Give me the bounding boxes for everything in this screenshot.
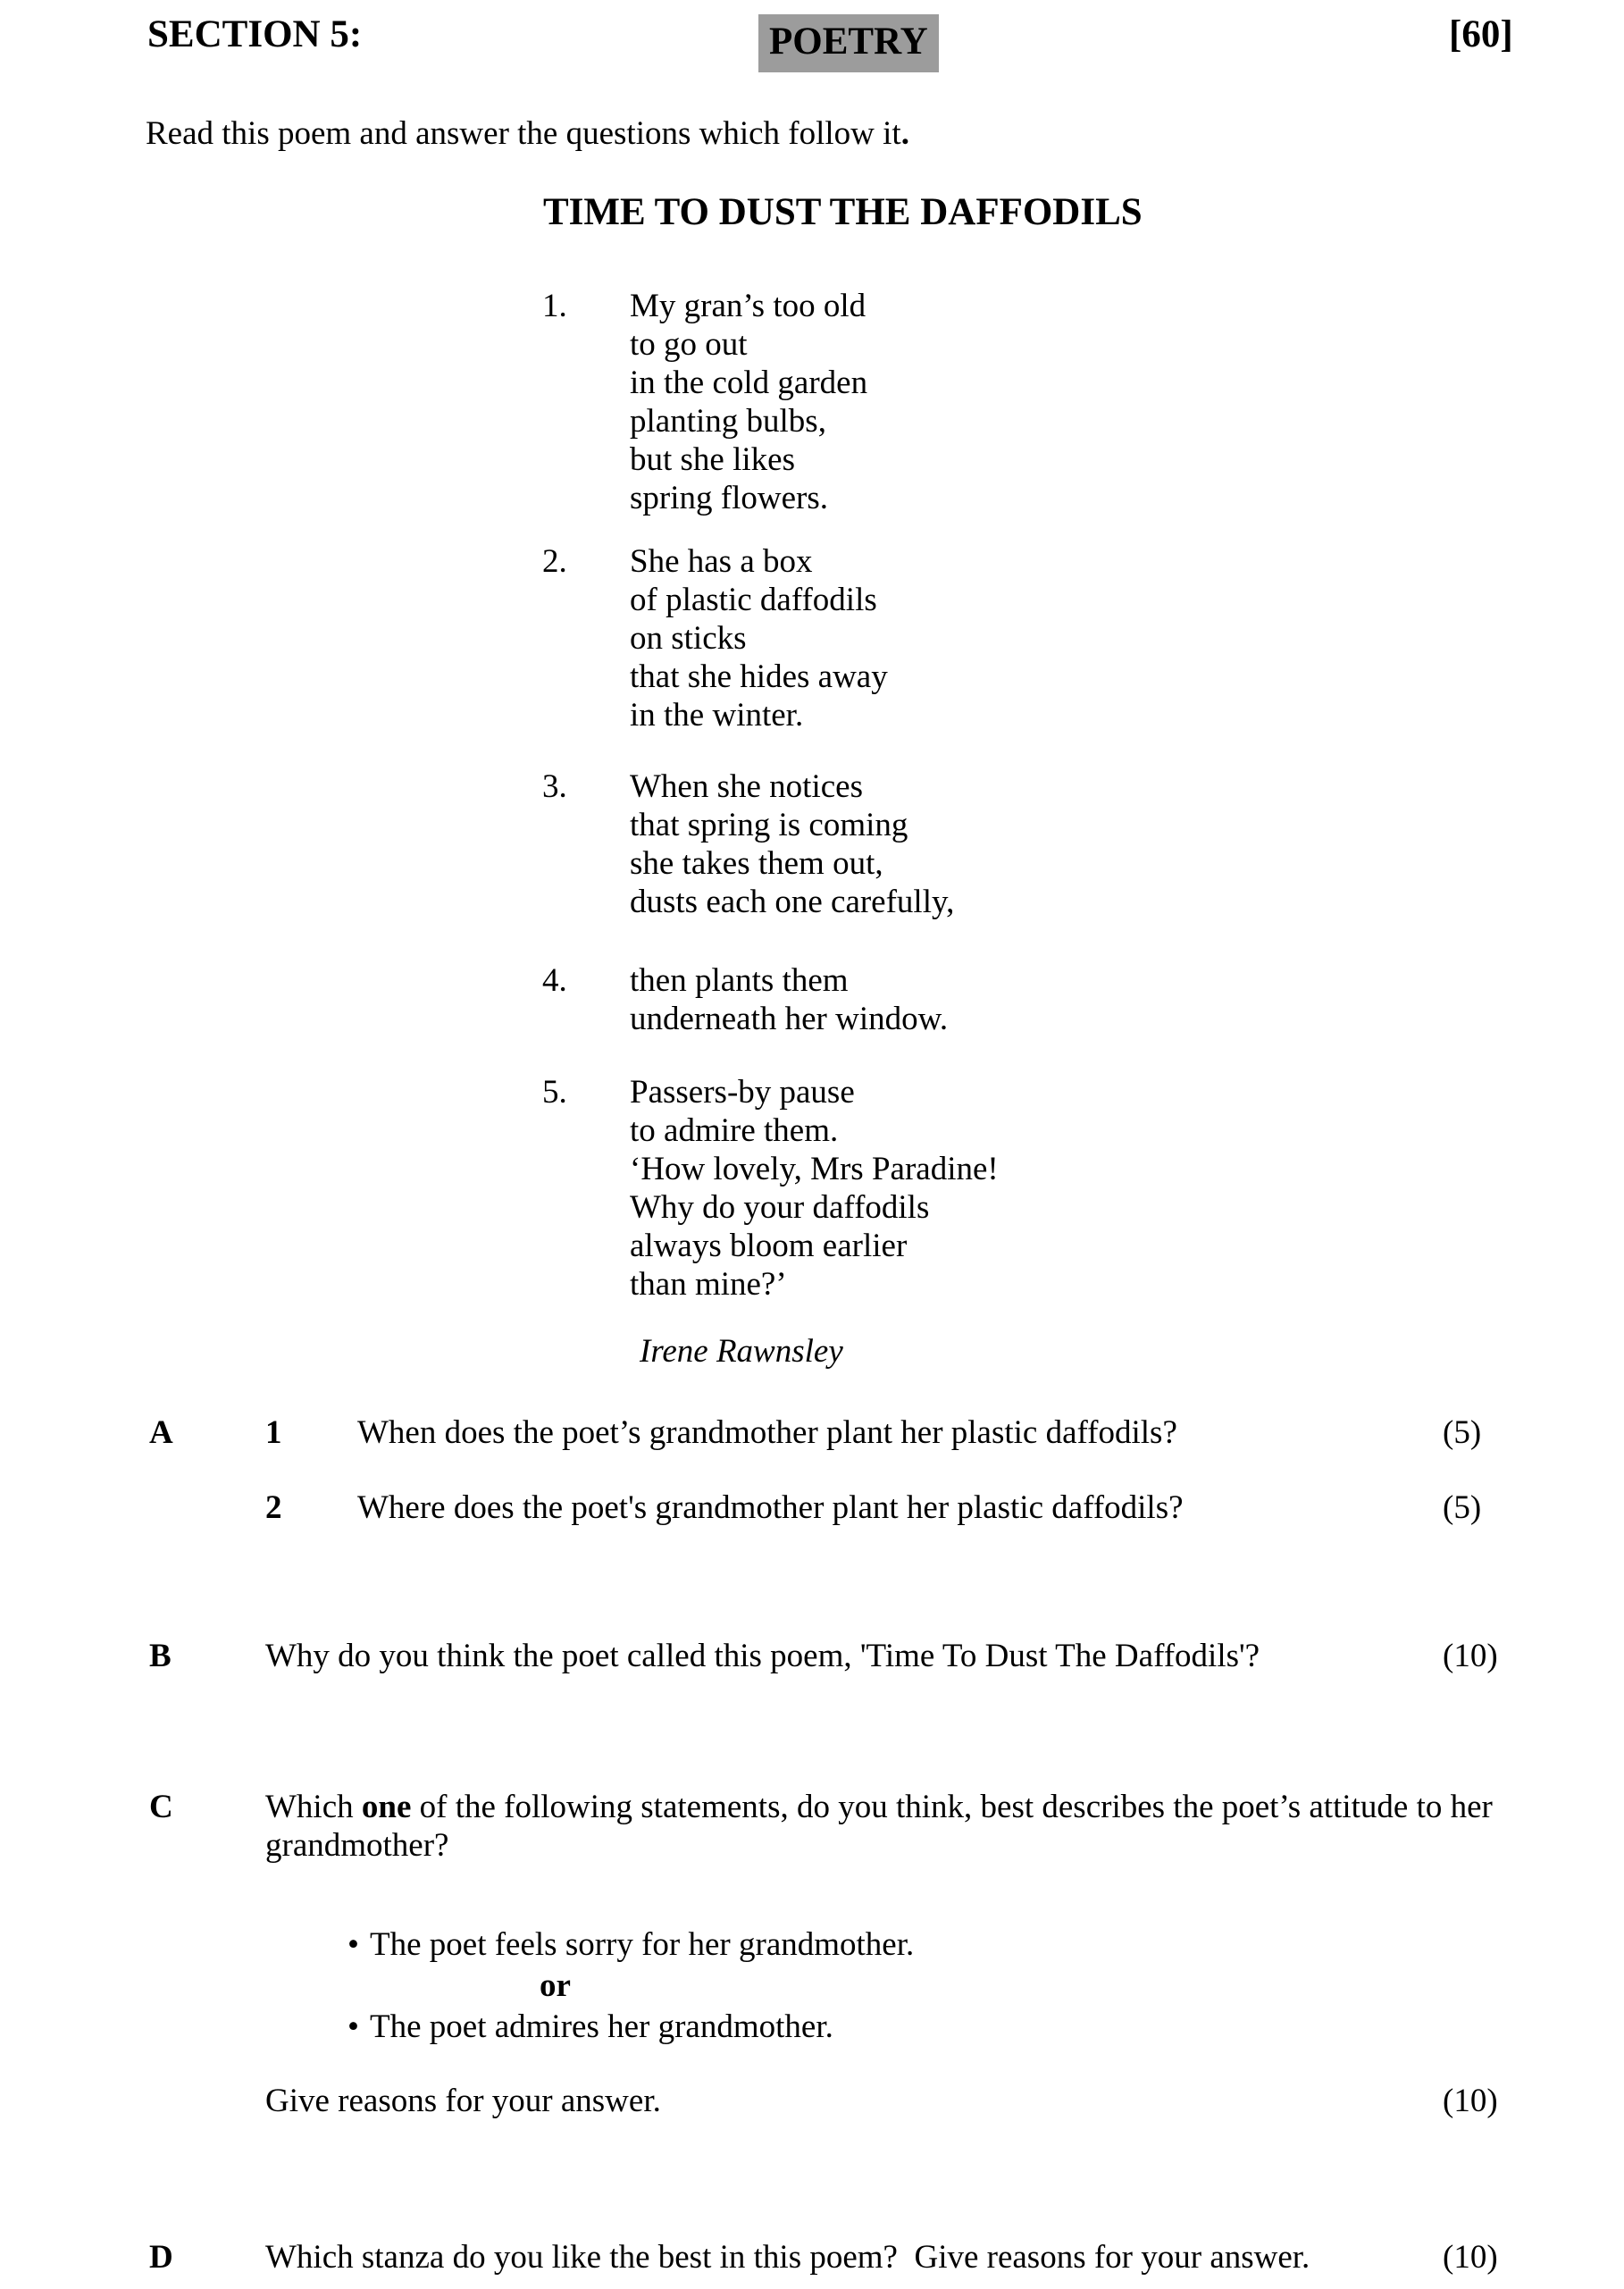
poem-line: She has a box <box>630 543 813 580</box>
question-c-line1 <box>265 1788 1493 1826</box>
option-text-1: The poet feels sorry for her grandmother. <box>370 1926 915 1963</box>
stanza-number: 4. <box>542 962 567 999</box>
question-label-d: D <box>149 2239 173 2276</box>
question-c-line2: grandmother? <box>265 1827 449 1864</box>
poem-line: that spring is coming <box>630 807 908 843</box>
poem-stanza-3 <box>542 767 954 921</box>
poem-line: My gran’s too old <box>630 288 866 324</box>
marks-a2: (5) <box>1443 1489 1482 1526</box>
stanza-number: 3. <box>542 768 567 805</box>
poem-line: of plastic daffodils <box>630 582 877 618</box>
question-c-line1-post: of the following statements, do you think, best describes the poet’s attitude to her <box>411 1789 1493 1825</box>
stanza-number: 1. <box>542 288 567 324</box>
question-c-line1-pre: Which <box>265 1789 362 1825</box>
poem-line: to go out <box>630 326 748 363</box>
question-text-a2: Where does the poet's grandmother plant her plastic daffodils? <box>357 1489 1184 1526</box>
stanza-lines <box>630 287 867 517</box>
or-separator: or <box>540 1967 571 2004</box>
question-label-c: C <box>149 1789 173 1825</box>
option-text-2: The poet admires her grandmother. <box>370 2008 833 2045</box>
stanza-lines <box>630 767 954 921</box>
question-text-a1: When does the poet’s grandmother plant her plastic daffodils? <box>357 1414 1177 1451</box>
question-label-a: A <box>149 1414 173 1451</box>
bullet-icon: • <box>347 2008 359 2045</box>
poem-line: ‘How lovely, Mrs Paradine! <box>630 1151 999 1187</box>
instruction-period: . <box>900 115 909 152</box>
marks-a1: (5) <box>1443 1414 1482 1451</box>
poem-line: planting bulbs, <box>630 403 826 440</box>
section-total-marks: [60] <box>1449 13 1513 55</box>
poem-line: on sticks <box>630 620 747 657</box>
instruction-text: Read this poem and answer the questions which follow it <box>146 115 901 152</box>
question-c-line1-bold: one <box>361 1789 412 1825</box>
poem-stanza-2 <box>542 542 888 734</box>
poem-line: then plants them <box>630 962 849 999</box>
marks-b: (10) <box>1443 1638 1498 1674</box>
poem-line: to admire them. <box>630 1112 839 1149</box>
give-reasons-text: Give reasons for your answer. <box>265 2083 661 2119</box>
stanza-lines <box>630 1073 999 1304</box>
poem-line: in the winter. <box>630 697 804 734</box>
section-subject-highlight: POETRY <box>758 14 939 72</box>
question-label-b: B <box>149 1638 172 1674</box>
poem-line: she takes them out, <box>630 845 883 882</box>
question-text-c <box>265 1788 1493 1865</box>
question-number-a2: 2 <box>265 1489 282 1526</box>
stanza-lines <box>630 961 948 1038</box>
poem-line: When she notices <box>630 768 863 805</box>
poem-line: but she likes <box>630 441 795 478</box>
bullet-icon: • <box>347 1926 359 1963</box>
poem-stanza-1 <box>542 287 867 517</box>
instruction-line <box>146 114 909 153</box>
poem-line: always bloom earlier <box>630 1228 908 1264</box>
section-heading: SECTION 5: <box>147 13 363 55</box>
option-bullet-2 <box>347 2008 833 2046</box>
poem-line: spring flowers. <box>630 480 828 516</box>
poem-line: in the cold garden <box>630 365 868 401</box>
stanza-number: 5. <box>542 1074 567 1111</box>
option-bullet-1 <box>347 1925 914 1964</box>
poem-title: TIME TO DUST THE DAFFODILS <box>543 191 1143 233</box>
poem-line: than mine?’ <box>630 1266 787 1303</box>
question-number-a1: 1 <box>265 1414 282 1451</box>
marks-d: (10) <box>1443 2239 1498 2276</box>
marks-c: (10) <box>1443 2083 1498 2119</box>
poem-line: underneath her window. <box>630 1001 949 1037</box>
poem-stanza-5 <box>542 1073 999 1304</box>
poem-line: dusts each one carefully, <box>630 884 955 920</box>
poem-line: that she hides away <box>630 658 888 695</box>
poem-line: Passers-by pause <box>630 1074 855 1111</box>
poem-author: Irene Rawnsley <box>640 1333 843 1370</box>
poem-line: Why do your daffodils <box>630 1189 930 1226</box>
question-text-d: Which stanza do you like the best in this poem? Give reasons for your answer. <box>265 2239 1310 2276</box>
stanza-number: 2. <box>542 543 567 580</box>
question-text-b: Why do you think the poet called this poem, 'Time To Dust The Daffodils'? <box>265 1638 1260 1674</box>
stanza-lines <box>630 542 888 734</box>
poem-stanza-4 <box>542 961 948 1038</box>
